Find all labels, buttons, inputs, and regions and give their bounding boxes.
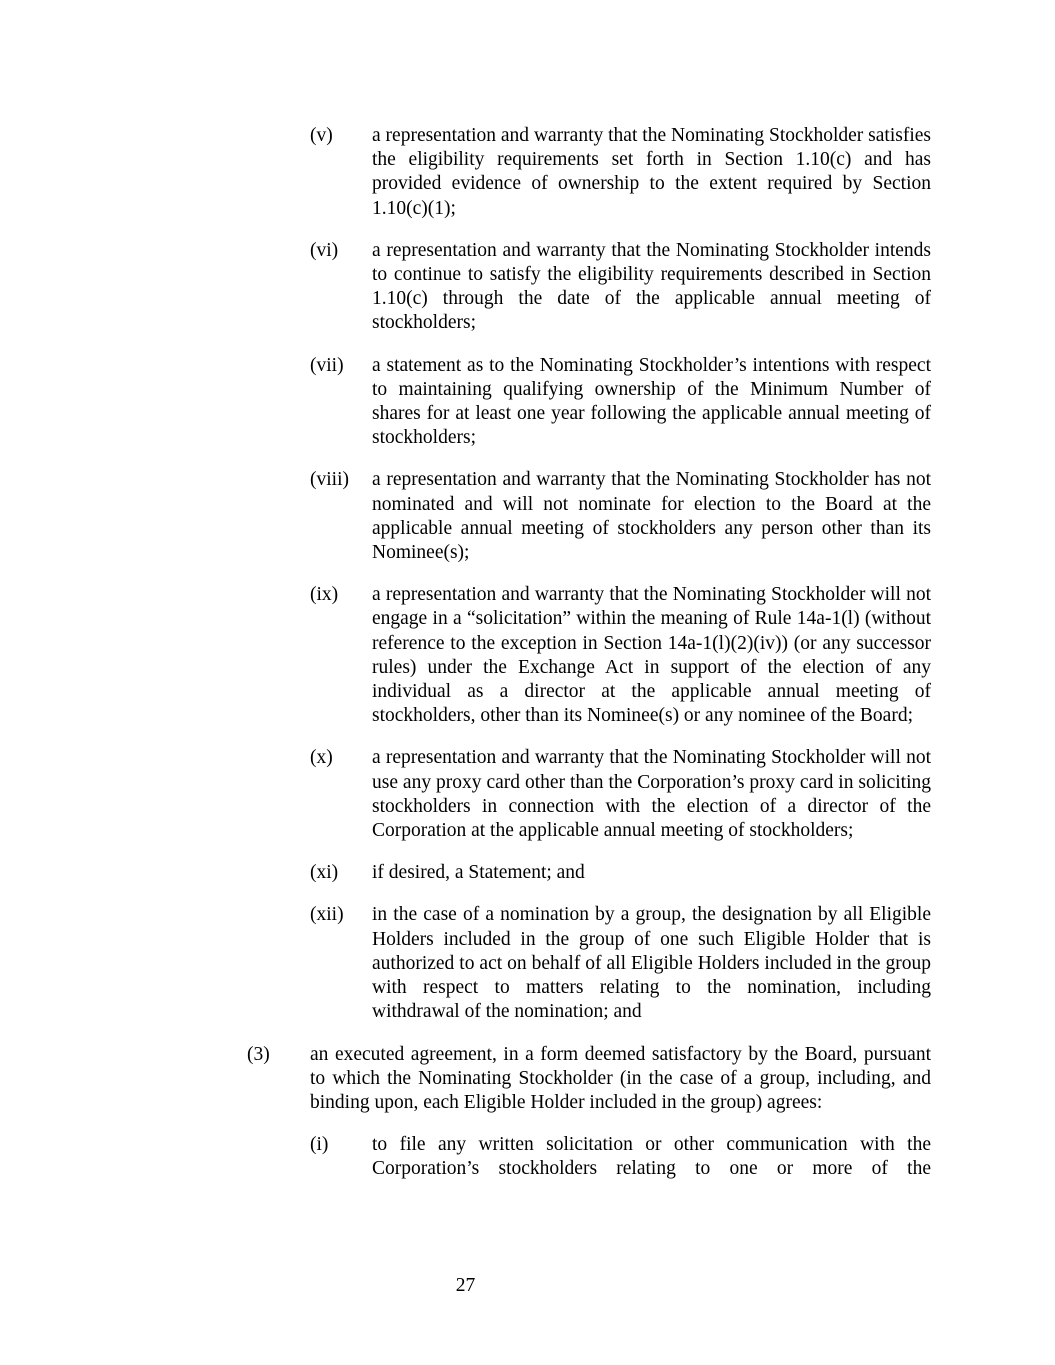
list-item-text: a representation and warranty that the Nominating Stockholder satisfies the eligibility requirements set forth in Section 1.10(c) and has provided evidence of ownership to the extent required by Section 1.10(c)(1); <box>372 125 931 219</box>
list-item-label: (xi) <box>310 862 339 884</box>
list-item <box>0 239 931 336</box>
list-item-label: (xii) <box>310 904 344 926</box>
list-item-label: (ix) <box>310 584 339 606</box>
list-item <box>0 861 931 885</box>
list-item-text: an executed agreement, in a form deemed satisfactory by the Board, pursuant to which the Nominating Stockholder (in the case of a group, including, and binding upon, each Eligible Holder included in the group) agrees: <box>310 1043 931 1113</box>
list-item-label: (viii) <box>310 469 349 491</box>
list-item-text: a representation and warranty that the Nominating Stockholder will not engage in a “solicitation” within the meaning of Rule 14a-1(l) (without reference to the exception in Section 14a-1(l)(2)(iv)) (or any successor rules) under the Exchange Act in support of the election of any individual as a director at the applicable annual meeting of stockholders, other than its Nominee(s) or any nominee of the Board; <box>372 584 931 727</box>
list-item-text: a representation and warranty that the Nominating Stockholder has not nominated and will not nominate for election to the Board at the applicable annual meeting of stockholders any person other than its Nominee(s); <box>372 469 931 564</box>
list-item <box>0 354 931 451</box>
list-item-text: if desired, a Statement; and <box>372 862 585 884</box>
list-item <box>0 468 931 565</box>
list-item-text: a representation and warranty that the Nominating Stockholder will not use any proxy card other than the Corporation’s proxy card in soliciting stockholders in connection with the election of a director of the Corporation at the applicable annual meeting of stockholders; <box>372 747 931 842</box>
list-item <box>0 746 931 843</box>
list-item <box>0 124 931 221</box>
list-item-text: in the case of a nomination by a group, the designation by all Eligible Holders included in the group of one such Eligible Holder that is authorized to act on behalf of all Eligible Holders included in the group with respect to matters relating to the nomination, including withdrawal of the nomination; and <box>372 904 931 1023</box>
list-item <box>0 583 931 728</box>
list-item-text: to file any written solicitation or other communication with the Corporation’s stockholders relating to one or more of the <box>372 1134 931 1180</box>
list-item-label: (vii) <box>310 354 344 376</box>
list-item-label: (v) <box>310 125 333 146</box>
items-list <box>0 124 931 1182</box>
list-item-label: (x) <box>310 747 333 769</box>
list-item-label: (3) <box>247 1043 270 1065</box>
list-item <box>0 1133 931 1181</box>
list-item-text: a representation and warranty that the Nominating Stockholder intends to continue to satisfy the eligibility requirements described in Section 1.10(c) through the date of the applicable annual meeting of stockholders; <box>372 239 931 334</box>
page-number: 27 <box>455 1275 476 1296</box>
list-item-text: a statement as to the Nominating Stockholder’s intentions with respect to maintaining qualifying ownership of the Minimum Number of shares for at least one year following the applicable annual meeting of stockholders; <box>372 354 931 449</box>
list-item <box>0 1043 931 1116</box>
list-item <box>0 903 931 1024</box>
list-item-label: (vi) <box>310 239 339 261</box>
list-item-label: (i) <box>310 1134 329 1156</box>
